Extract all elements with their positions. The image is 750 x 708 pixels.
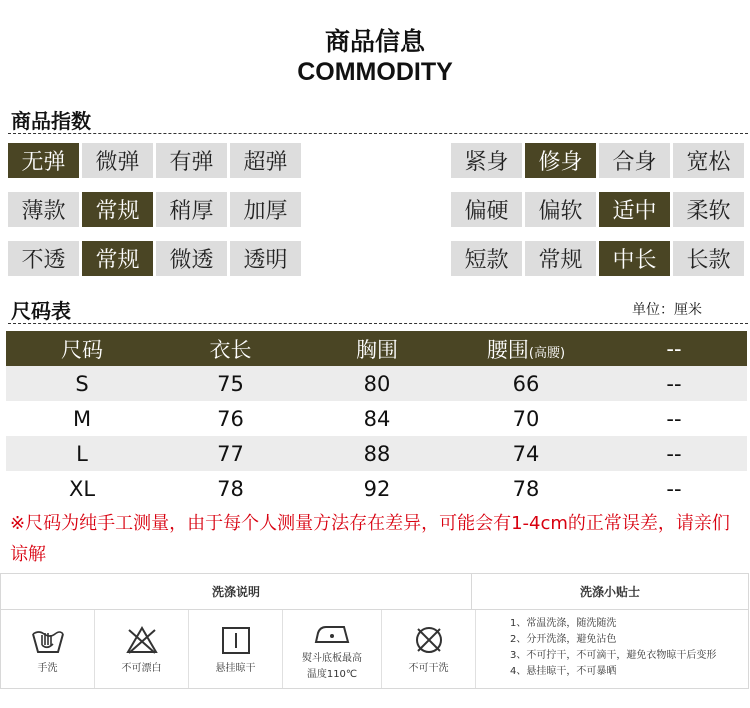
table-row xyxy=(6,366,747,401)
index-section-title: 商品指数 xyxy=(11,109,91,133)
header-waist-label: 腰围 xyxy=(486,337,529,362)
measurement-note: ※尺码为纯手工测量，由于每个人测量方法存在差异，可能会有1-4cm的正常误差，请亲们谅解 xyxy=(10,513,730,565)
table-cell: 92 xyxy=(363,476,391,501)
index-option: 适中 xyxy=(599,192,670,227)
index-option: 短款 xyxy=(451,241,522,276)
table-cell: 74 xyxy=(451,436,601,471)
index-option: 长款 xyxy=(673,241,744,276)
table-cell: L xyxy=(6,436,158,471)
page-title: 商品信息 xyxy=(324,27,425,56)
care-label-line2: 温度110℃ xyxy=(306,668,358,680)
table-cell: 80 xyxy=(303,366,451,401)
index-option: 常规 xyxy=(82,241,153,276)
no-bleach-icon xyxy=(125,625,159,655)
index-row-1-left xyxy=(8,143,301,178)
care-item-no-dry-clean xyxy=(382,610,476,688)
care-item-no-bleach xyxy=(95,610,189,688)
header-extra: -- xyxy=(601,331,747,366)
index-option: 无弹 xyxy=(8,143,79,178)
index-option: 修身 xyxy=(525,143,596,178)
index-option: 合身 xyxy=(599,143,670,178)
table-cell: -- xyxy=(601,366,747,401)
index-row-2-right xyxy=(451,192,744,227)
index-divider xyxy=(8,133,748,134)
index-row-3-left xyxy=(8,241,301,276)
care-tip: 2、分开洗涤，避免沾色 xyxy=(510,634,617,645)
page-subtitle: COMMODITY xyxy=(297,58,453,86)
table-cell: -- xyxy=(601,436,747,471)
care-header xyxy=(1,574,748,610)
care-tips xyxy=(476,610,716,688)
care-label: 手洗 xyxy=(37,662,58,674)
index-option: 柔软 xyxy=(673,192,744,227)
index-option: 超弹 xyxy=(230,143,301,178)
header-chest: 胸围 xyxy=(303,331,451,366)
hang-dry-icon xyxy=(220,625,252,655)
size-table-header xyxy=(6,331,747,366)
index-option: 有弹 xyxy=(156,143,227,178)
table-cell: -- xyxy=(666,476,682,501)
care-label: 不可干洗 xyxy=(408,662,449,674)
table-cell: 78 xyxy=(512,476,540,501)
table-cell: S xyxy=(6,366,158,401)
size-divider xyxy=(8,323,748,324)
index-option: 稍厚 xyxy=(156,192,227,227)
size-section-title: 尺码表 xyxy=(11,299,71,323)
index-option: 常规 xyxy=(525,241,596,276)
care-panel xyxy=(0,573,749,689)
care-label: 悬挂晾干 xyxy=(215,662,256,674)
index-option: 宽松 xyxy=(673,143,744,178)
header-waist-note: (高腰) xyxy=(528,345,566,361)
no-dry-clean-icon xyxy=(413,625,445,655)
index-option: 偏硬 xyxy=(451,192,522,227)
size-table xyxy=(6,331,747,506)
index-option: 不透 xyxy=(8,241,79,276)
care-label: 不可漂白 xyxy=(121,662,162,674)
table-cell: 84 xyxy=(363,406,391,431)
care-body xyxy=(1,610,748,688)
table-cell: M xyxy=(72,406,92,431)
hand-wash-icon xyxy=(30,625,66,655)
table-cell: 75 xyxy=(158,366,303,401)
care-tip: 4、悬挂晾干，不可暴晒 xyxy=(510,666,617,677)
table-row xyxy=(6,401,747,436)
table-cell: -- xyxy=(666,406,682,431)
table-row xyxy=(6,436,747,471)
iron-icon xyxy=(312,619,352,645)
care-label-line1: 熨斗底板最高 xyxy=(302,652,362,664)
care-item-iron xyxy=(283,610,382,688)
index-row-2-left xyxy=(8,192,301,227)
index-option: 透明 xyxy=(230,241,301,276)
header-size: 尺码 xyxy=(6,331,158,366)
table-cell: 77 xyxy=(158,436,303,471)
tips-title: 洗涤小贴士 xyxy=(579,585,640,599)
index-option: 常规 xyxy=(82,192,153,227)
index-option: 微弹 xyxy=(82,143,153,178)
care-item-hang-dry xyxy=(189,610,283,688)
size-unit: 单位：厘米 xyxy=(632,302,702,318)
table-cell: XL xyxy=(68,476,96,501)
index-option: 薄款 xyxy=(8,192,79,227)
index-option: 加厚 xyxy=(230,192,301,227)
table-cell: 66 xyxy=(451,366,601,401)
table-cell: 78 xyxy=(217,476,244,501)
index-row-1-right xyxy=(451,143,744,178)
table-row xyxy=(6,471,747,506)
care-item-hand-wash xyxy=(1,610,95,688)
index-option: 微透 xyxy=(156,241,227,276)
header-length: 衣长 xyxy=(158,331,303,366)
wash-title: 洗涤说明 xyxy=(1,574,472,609)
care-tip: 1、常温洗涤，随洗随洗 xyxy=(510,618,617,629)
table-cell: 88 xyxy=(303,436,451,471)
index-option: 紧身 xyxy=(451,143,522,178)
index-option: 偏软 xyxy=(525,192,596,227)
index-row-3-right xyxy=(451,241,744,276)
header-waist xyxy=(451,331,601,366)
index-option: 中长 xyxy=(599,241,670,276)
table-cell: 70 xyxy=(512,406,540,431)
table-cell: 76 xyxy=(217,406,244,431)
care-tip: 3、不可拧干，不可滴干，避免衣物晾干后变形 xyxy=(510,650,717,661)
